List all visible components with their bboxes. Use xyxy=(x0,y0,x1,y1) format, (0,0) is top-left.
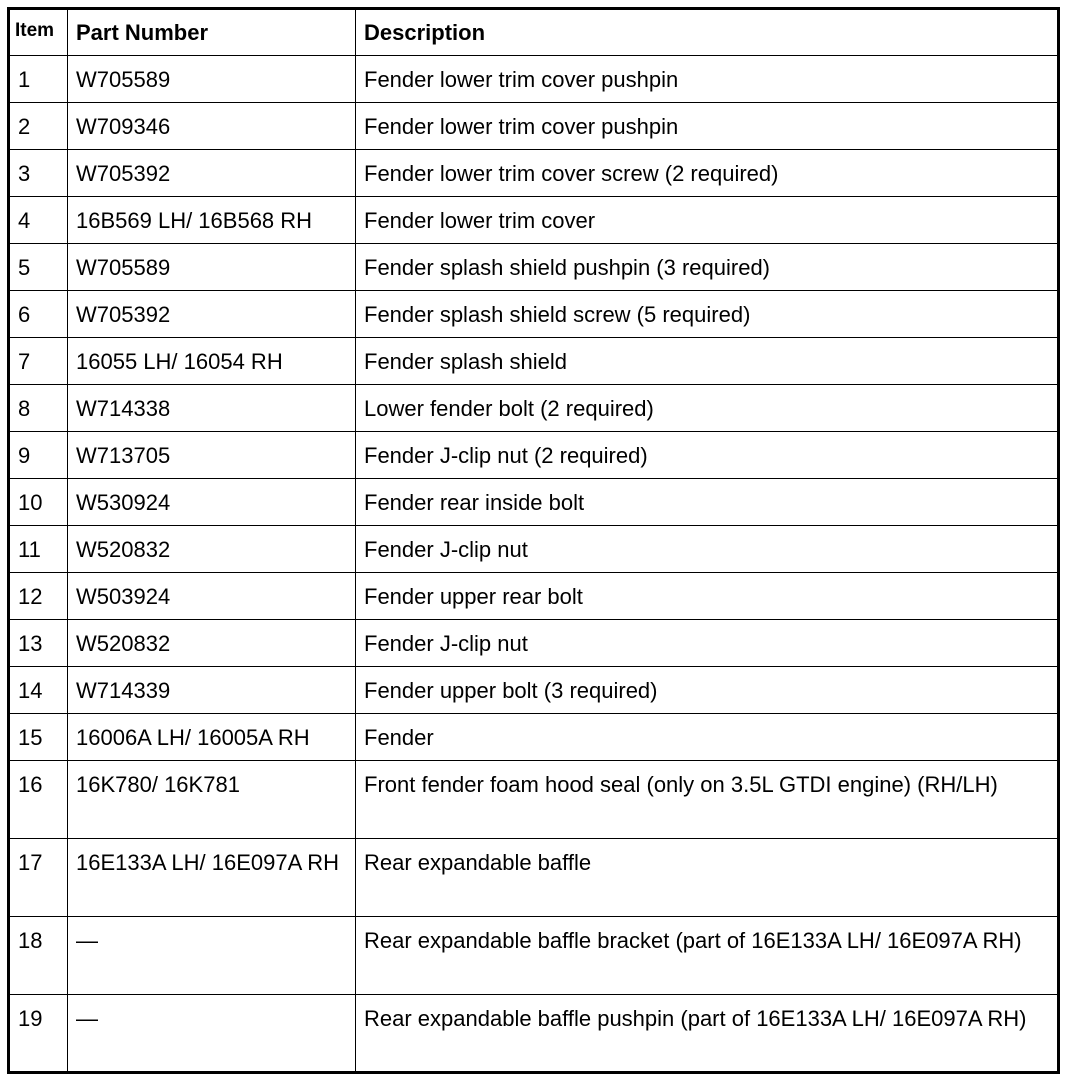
description-cell: Fender lower trim cover pushpin xyxy=(356,103,1059,150)
description-cell: Fender upper bolt (3 required) xyxy=(356,667,1059,714)
item-number-cell: 18 xyxy=(9,917,68,995)
part-number-cell: W520832 xyxy=(68,526,356,573)
item-number-cell: 1 xyxy=(9,56,68,103)
item-number-cell: 2 xyxy=(9,103,68,150)
description-cell: Rear expandable baffle bracket (part of 16E133A LH/ 16E097A RH) xyxy=(356,917,1059,995)
table-row xyxy=(9,667,1059,714)
part-number-cell: W714339 xyxy=(68,667,356,714)
column-header-part-number: Part Number xyxy=(68,9,356,56)
item-number-cell: 6 xyxy=(9,291,68,338)
part-number-cell: 16B569 LH/ 16B568 RH xyxy=(68,197,356,244)
table-row xyxy=(9,995,1059,1073)
description-cell: Fender rear inside bolt xyxy=(356,479,1059,526)
item-number-cell: 15 xyxy=(9,714,68,761)
description-cell: Fender lower trim cover xyxy=(356,197,1059,244)
table-row xyxy=(9,244,1059,291)
part-number-cell: 16K780/ 16K781 xyxy=(68,761,356,839)
column-header-item: Item xyxy=(9,9,68,56)
description-cell: Fender J-clip nut xyxy=(356,526,1059,573)
part-number-cell: W530924 xyxy=(68,479,356,526)
table-row xyxy=(9,479,1059,526)
part-number-cell: — xyxy=(68,917,356,995)
description-cell: Fender J-clip nut xyxy=(356,620,1059,667)
description-cell: Fender splash shield xyxy=(356,338,1059,385)
description-cell: Rear expandable baffle xyxy=(356,839,1059,917)
part-number-cell: W705392 xyxy=(68,150,356,197)
part-number-cell: — xyxy=(68,995,356,1073)
table-row xyxy=(9,103,1059,150)
part-number-cell: W709346 xyxy=(68,103,356,150)
table-row xyxy=(9,917,1059,995)
table-header-row xyxy=(9,9,1059,56)
table-row xyxy=(9,620,1059,667)
item-number-cell: 10 xyxy=(9,479,68,526)
table-row xyxy=(9,761,1059,839)
description-cell: Lower fender bolt (2 required) xyxy=(356,385,1059,432)
parts-table xyxy=(7,7,1060,1074)
part-number-cell: W714338 xyxy=(68,385,356,432)
description-cell: Fender splash shield screw (5 required) xyxy=(356,291,1059,338)
item-number-cell: 7 xyxy=(9,338,68,385)
item-number-cell: 12 xyxy=(9,573,68,620)
item-number-cell: 13 xyxy=(9,620,68,667)
item-number-cell: 14 xyxy=(9,667,68,714)
item-number-cell: 11 xyxy=(9,526,68,573)
description-cell: Fender lower trim cover pushpin xyxy=(356,56,1059,103)
description-cell: Fender splash shield pushpin (3 required) xyxy=(356,244,1059,291)
description-cell: Fender upper rear bolt xyxy=(356,573,1059,620)
item-number-cell: 4 xyxy=(9,197,68,244)
part-number-cell: W520832 xyxy=(68,620,356,667)
item-number-cell: 3 xyxy=(9,150,68,197)
table-row xyxy=(9,150,1059,197)
item-number-cell: 5 xyxy=(9,244,68,291)
description-cell: Rear expandable baffle pushpin (part of 16E133A LH/ 16E097A RH) xyxy=(356,995,1059,1073)
description-cell: Fender xyxy=(356,714,1059,761)
part-number-cell: W705392 xyxy=(68,291,356,338)
description-cell: Fender lower trim cover screw (2 required) xyxy=(356,150,1059,197)
part-number-cell: 16E133A LH/ 16E097A RH xyxy=(68,839,356,917)
table-row xyxy=(9,385,1059,432)
item-number-cell: 16 xyxy=(9,761,68,839)
table-row xyxy=(9,432,1059,479)
column-header-description: Description xyxy=(356,9,1059,56)
part-number-cell: W705589 xyxy=(68,56,356,103)
table-row xyxy=(9,197,1059,244)
item-number-cell: 9 xyxy=(9,432,68,479)
table-row xyxy=(9,526,1059,573)
item-number-cell: 8 xyxy=(9,385,68,432)
item-number-cell: 19 xyxy=(9,995,68,1073)
description-cell: Fender J-clip nut (2 required) xyxy=(356,432,1059,479)
part-number-cell: W705589 xyxy=(68,244,356,291)
table-row xyxy=(9,573,1059,620)
description-cell: Front fender foam hood seal (only on 3.5L GTDI engine) (RH/LH) xyxy=(356,761,1059,839)
part-number-cell: 16055 LH/ 16054 RH xyxy=(68,338,356,385)
table-row xyxy=(9,839,1059,917)
table-row xyxy=(9,291,1059,338)
table-row xyxy=(9,714,1059,761)
table-row xyxy=(9,56,1059,103)
part-number-cell: 16006A LH/ 16005A RH xyxy=(68,714,356,761)
part-number-cell: W713705 xyxy=(68,432,356,479)
item-number-cell: 17 xyxy=(9,839,68,917)
part-number-cell: W503924 xyxy=(68,573,356,620)
table-row xyxy=(9,338,1059,385)
